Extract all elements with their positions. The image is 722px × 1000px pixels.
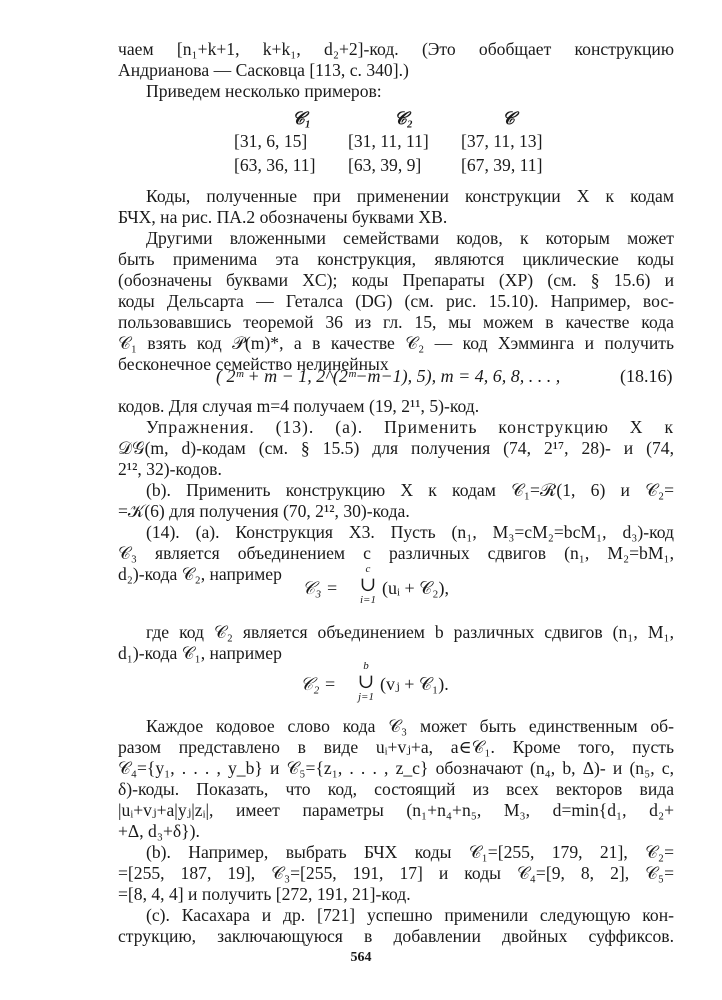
text-line: 𝒞₃ является объединением c различных сдвигов (n₁, M₂=bM₁,	[118, 543, 674, 563]
text-line: =[255, 187, 19], 𝒞₃=[255, 191, 17] и коды 𝒞₄=[9, 8, 2], 𝒞₅=	[118, 863, 674, 883]
text-line: Другими вложенными семействами кодов, к которым может	[146, 228, 674, 248]
formula-18-16: ( 2ᵐ + m − 1, 2^(2ᵐ−m−1), 5), m = 4, 6, 8, . . . ,	[216, 366, 561, 386]
text-line: коды Дельсарта — Геталса (DG) (см. рис. 15.10). Например, вос-	[118, 291, 674, 311]
text-line: d₂)-кода 𝒞₂, например	[118, 564, 282, 584]
text-line: |uᵢ+vⱼ+a|yⱼ|zᵢ|, имеет параметры (n₁+n₄+n₅, M₃, d=min{d₁, d₂+	[118, 800, 674, 820]
table-header: 𝒞	[502, 108, 515, 128]
table-cell: [67, 39, 11]	[461, 155, 543, 175]
union-operator: c ∪ i=1	[359, 563, 377, 606]
formula-c2-lhs: 𝒞₂ =	[300, 674, 337, 694]
text-line: кодов. Для случая m=4 получаем (19, 2¹¹, 5)-код.	[118, 396, 480, 416]
text-line: Андрианова — Сасковца [113, с. 340].)	[118, 60, 409, 80]
text-line: Каждое кодовое слово кода 𝒞₃ может быть единственным об-	[146, 716, 674, 736]
text-line: (c). Касахара и др. [721] успешно применили следующую кон-	[146, 905, 674, 925]
table-cell: [63, 39, 9]	[348, 155, 422, 175]
table-header: 𝒞₁	[292, 108, 311, 128]
text-line: =𝒦(6) для получения (70, 2¹², 30)-кода.	[118, 501, 410, 521]
text-line: чаем [n₁+k+1, k+k₁, d₂+2]-код. (Это обобщает конструкцию	[118, 39, 674, 59]
formula-c3-rhs: (uᵢ + 𝒞₂),	[382, 578, 449, 598]
text-line: Коды, полученные при применении конструкции X к кодам	[146, 186, 674, 206]
text-line: d₁)-кода 𝒞₁, например	[118, 643, 282, 663]
text-line: δ)-коды. Показать, что код, состоящий из всех векторов вида	[118, 779, 674, 799]
page-number: 564	[350, 950, 372, 965]
text-line: 𝒟𝒢(m, d)-кодам (см. § 15.5) для получения (74, 2¹⁷, 28)- и (74,	[118, 438, 674, 458]
table-header: 𝒞₂	[394, 108, 413, 128]
formula-c3-lhs: 𝒞₃ =	[302, 578, 339, 598]
table-cell: [31, 11, 11]	[348, 131, 429, 151]
text-line: (14). (a). Конструкция X3. Пусть (n₁, M₃=cM₂=bcM₁, d₃)-код	[146, 522, 674, 542]
text-line: струкцию, заключающуюся в добавлении двойных суффиксов.	[118, 926, 674, 946]
text-line: +Δ, d₃+δ}).	[118, 821, 200, 841]
table-cell: [31, 6, 15]	[234, 131, 308, 151]
text-line: 𝒞₁ взять код 𝒫(m)*, а в качестве 𝒞₂ — код Хэмминга и получить	[118, 333, 674, 353]
text-line: 2¹², 32)-кодов.	[118, 459, 222, 479]
text-line: БЧХ, на рис. ПА.2 обозначены буквами XB.	[118, 207, 448, 227]
text-line: 𝒞₄={y₁, . . . , y_b} и 𝒞₅={z₁, . . . , z_c} обозначают (n₄, b, Δ)- и (n₅, c,	[118, 758, 674, 778]
table-cell: [37, 11, 13]	[461, 131, 543, 151]
text-line: =[8, 4, 4] и получить [272, 191, 21]-код.	[118, 884, 411, 904]
text-line: (b). Например, выбрать БЧХ коды 𝒞₁=[255, 179, 21], 𝒞₂=	[146, 842, 674, 862]
table-cell: [63, 36, 11]	[234, 155, 316, 175]
text-line: бесконечное семейство нелинейных	[118, 354, 389, 374]
text-line: Упражнения. (13). (a). Применить конструкцию X к	[146, 417, 674, 437]
text-line: Приведем несколько примеров:	[146, 81, 382, 101]
text-line: где код 𝒞₂ является объединением b различных сдвигов (n₁, M₁,	[146, 622, 674, 642]
text-line: быть применима эта конструкция, являются циклические коды	[118, 249, 674, 269]
equation-number: (18.16)	[620, 366, 673, 386]
union-operator: b ∪ j=1	[357, 660, 375, 703]
text-line: разом представлено в виде uᵢ+vⱼ+a, a∈𝒞₁. Кроме того, пусть	[118, 737, 674, 757]
text-line: (обозначены буквами XC); коды Препараты (XP) (см. § 15.6) и	[118, 270, 674, 290]
formula-c2-rhs: (vⱼ + 𝒞₁).	[380, 674, 449, 694]
text-line: пользовавшись теоремой 36 из гл. 15, мы можем в качестве кода	[118, 312, 674, 332]
text-line: (b). Применить конструкцию X к кодам 𝒞₁=ℛ(1, 6) и 𝒞₂=	[146, 480, 674, 500]
